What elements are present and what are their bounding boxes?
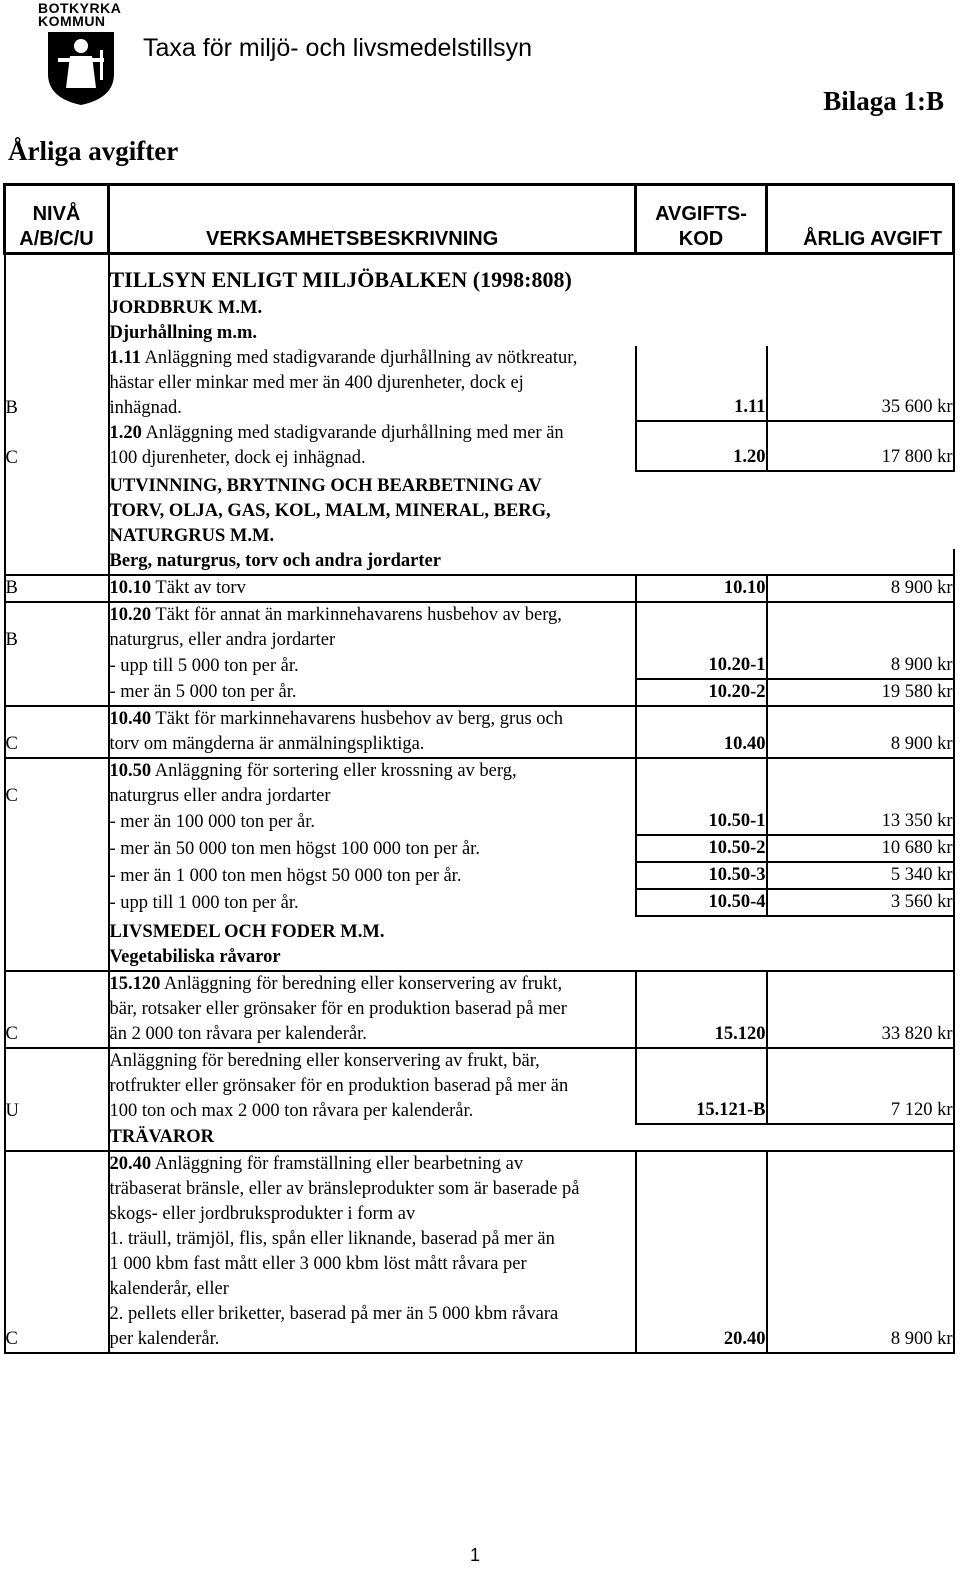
table-subrow bbox=[5, 835, 954, 862]
description-cell: - mer än 1 000 ton men högst 50 000 ton per år. bbox=[109, 862, 636, 889]
section-row bbox=[5, 1124, 954, 1151]
section-row bbox=[5, 321, 954, 346]
code-cell: 1.11 bbox=[636, 346, 767, 421]
table-row bbox=[5, 1048, 954, 1124]
description-cell: - mer än 50 000 ton men högst 100 000 ton per år. bbox=[109, 835, 636, 862]
description-cell: - upp till 1 000 ton per år. bbox=[109, 889, 636, 916]
code-cell: 10.10 bbox=[636, 575, 767, 602]
code-cell: 1.20 bbox=[636, 421, 767, 471]
section-subheading: Berg, naturgrus, torv och andra jordarter bbox=[109, 549, 954, 575]
section-subheading: Vegetabiliska råvaror bbox=[109, 945, 954, 971]
table-subrow bbox=[5, 889, 954, 916]
level-cell: B bbox=[5, 602, 109, 653]
table-row bbox=[5, 1151, 954, 1353]
fee-cell: 17 800 kr bbox=[767, 421, 954, 471]
column-header-fee: ÅRLIG AVGIFT bbox=[767, 185, 954, 254]
description-cell: 10.50 Anläggning för sortering eller krossning av berg, naturgrus eller andra jordarter bbox=[109, 758, 636, 809]
section-row bbox=[5, 292, 954, 321]
fee-cell: 33 820 kr bbox=[767, 971, 954, 1048]
appendix-label: Bilaga 1:B bbox=[823, 86, 944, 116]
description-cell: - mer än 100 000 ton per år. bbox=[109, 809, 636, 835]
table-row bbox=[5, 346, 954, 421]
section-row bbox=[5, 549, 954, 575]
page-number: 1 bbox=[470, 1545, 481, 1565]
table-row bbox=[5, 575, 954, 602]
code-cell: 10.20-2 bbox=[636, 679, 767, 706]
level-cell: C bbox=[5, 706, 109, 758]
document-title: Taxa för miljö- och livsmedelstillsyn bbox=[143, 34, 533, 62]
column-header-code: AVGIFTS- KOD bbox=[636, 185, 767, 254]
level-cell: C bbox=[5, 1151, 109, 1353]
section-title: Årliga avgifter bbox=[8, 136, 179, 166]
fee-table bbox=[3, 183, 955, 1354]
description-cell: 10.20 Täkt för annat än markinnehavarens husbehov av berg, naturgrus, eller andra jordarter bbox=[109, 602, 636, 653]
level-cell: B bbox=[5, 346, 109, 421]
table-row bbox=[5, 706, 954, 758]
table-row bbox=[5, 602, 954, 653]
section-heading: TILLSYN ENLIGT MILJÖBALKEN (1998:808) bbox=[109, 254, 636, 293]
level-cell: C bbox=[5, 421, 109, 471]
description-cell: Anläggning för beredning eller konservering av frukt, bär, rotfrukter eller grönsaker för en produktion baserad på mer än 100 ton och max 2 000 ton råvara per kalenderår. bbox=[109, 1048, 636, 1124]
level-cell: B bbox=[5, 575, 109, 602]
coat-of-arms-icon bbox=[46, 30, 116, 106]
code-cell: 15.121-B bbox=[636, 1048, 767, 1124]
section-heading: TRÄVAROR bbox=[109, 1124, 954, 1151]
section-row bbox=[5, 254, 954, 293]
section-heading: JORDBRUK M.M. bbox=[109, 292, 636, 321]
table-subrow bbox=[5, 862, 954, 889]
level-cell: C bbox=[5, 971, 109, 1048]
fee-cell: 8 900 kr bbox=[767, 575, 954, 602]
fee-cell: 8 900 kr bbox=[767, 706, 954, 758]
code-cell: 10.50-3 bbox=[636, 862, 767, 889]
description-cell: - mer än 5 000 ton per år. bbox=[109, 679, 636, 706]
fee-cell: 35 600 kr bbox=[767, 346, 954, 421]
logo-wordmark bbox=[38, 2, 121, 28]
description-cell: 10.10 Täkt av torv bbox=[109, 575, 636, 602]
table-subrow bbox=[5, 653, 954, 679]
description-cell: 20.40 Anläggning för framställning eller bearbetning av träbaserat bränsle, eller av bränsleprodukter som är baserade på skogs- eller jordbruksprodukter i form av 1. träull, trämjöl, flis, spån eller liknande, baserad på mer än 1 000 kbm fast mått eller 3 000 kbm löst mått råvara per kalenderår, eller 2. pellets eller briketter, baserad på mer än 5 000 kbm råvara per kalenderår. bbox=[109, 1151, 636, 1353]
fee-cell: 19 580 kr bbox=[767, 679, 954, 706]
code-cell: 10.40 bbox=[636, 706, 767, 758]
section-row bbox=[5, 916, 954, 945]
level-cell: U bbox=[5, 1048, 109, 1124]
fee-cell: 8 900 kr bbox=[767, 653, 954, 679]
section-subheading: Djurhållning m.m. bbox=[109, 321, 636, 346]
table-row bbox=[5, 971, 954, 1048]
logo-line-2: KOMMUN bbox=[38, 13, 106, 29]
fee-cell: 7 120 kr bbox=[767, 1048, 954, 1124]
table-subrow bbox=[5, 679, 954, 706]
code-cell: 10.50-4 bbox=[636, 889, 767, 916]
column-header-level: NIVÅ A/B/C/U bbox=[5, 185, 109, 254]
fee-cell: 8 900 kr bbox=[767, 1151, 954, 1353]
logo-line-1: BOTKYRKA bbox=[38, 0, 122, 16]
description-cell: 1.11 Anläggning med stadigvarande djurhållning av nötkreatur, hästar eller minkar med mer än 400 djurenheter, dock ej inhägnad. bbox=[109, 346, 636, 421]
fee-cell: 5 340 kr bbox=[767, 862, 954, 889]
botkyrka-kommun-logo bbox=[36, 2, 132, 106]
code-cell: 10.50-1 bbox=[636, 809, 767, 835]
table-row bbox=[5, 758, 954, 809]
code-cell: 10.50-2 bbox=[636, 835, 767, 862]
level-cell: C bbox=[5, 758, 109, 809]
code-cell: 10.20-1 bbox=[636, 653, 767, 679]
description-cell: 1.20 Anläggning med stadigvarande djurhållning med mer än 100 djurenheter, dock ej inhägnad. bbox=[109, 421, 636, 471]
fee-cell: 3 560 kr bbox=[767, 889, 954, 916]
table-header-row bbox=[5, 185, 954, 254]
section-heading: LIVSMEDEL OCH FODER M.M. bbox=[109, 916, 954, 945]
code-cell: 15.120 bbox=[636, 971, 767, 1048]
description-cell: 15.120 Anläggning för beredning eller konservering av frukt, bär, rotsaker eller grönsaker för en produktion baserad på mer än 2 000 ton råvara per kalenderår. bbox=[109, 971, 636, 1048]
column-header-description: VERKSAMHETSBESKRIVNING bbox=[109, 185, 636, 254]
section-row bbox=[5, 471, 954, 549]
section-row bbox=[5, 945, 954, 971]
fee-cell: 10 680 kr bbox=[767, 835, 954, 862]
fee-cell: 13 350 kr bbox=[767, 809, 954, 835]
description-cell: 10.40 Täkt för markinnehavarens husbehov av berg, grus och torv om mängderna är anmälningspliktiga. bbox=[109, 706, 636, 758]
table-subrow bbox=[5, 809, 954, 835]
table-row bbox=[5, 421, 954, 471]
description-cell: - upp till 5 000 ton per år. bbox=[109, 653, 636, 679]
section-heading: UTVINNING, BRYTNING OCH BEARBETNING AV TORV, OLJA, GAS, KOL, MALM, MINERAL, BERG, NATURGRUS M.M. bbox=[109, 471, 954, 549]
code-cell: 20.40 bbox=[636, 1151, 767, 1353]
